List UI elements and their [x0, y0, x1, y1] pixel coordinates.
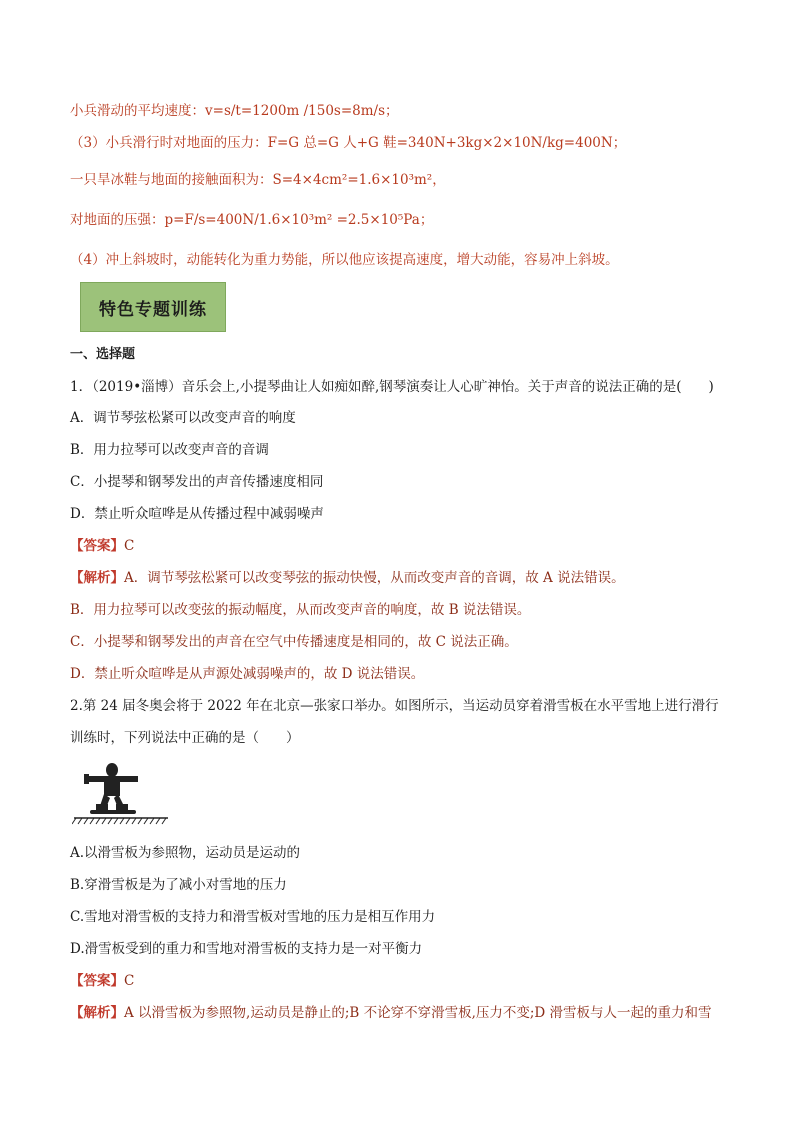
- solution-line-4: 对地面的压强：p=F/s=400N/1.6×10³m² =2.5×10⁵Pa；: [70, 212, 434, 228]
- question-1-analysis-c: C．小提琴和钢琴发出的声音在空气中传播速度是相同的，故 C 说法正确。: [70, 634, 518, 650]
- analysis-text: A．调节琴弦松紧可以改变琴弦的振动快慢，从而改变声音的音调，故 A 说法错误。: [124, 570, 625, 586]
- question-1-analysis-d: D．禁止听众喧哗是从声源处减弱噪声的，故 D 说法错误。: [70, 666, 425, 682]
- section-banner: 特色专题训练: [80, 282, 226, 332]
- question-1-option-c: C．小提琴和钢琴发出的声音传播速度相同: [70, 474, 324, 490]
- analysis-tag: 【解析】: [70, 1005, 124, 1021]
- answer-value: C: [124, 973, 135, 989]
- question-2-answer: [70, 971, 730, 991]
- question-1-answer: [70, 536, 730, 556]
- question-2-stem-line-2: 训练时，下列说法中正确的是（ ）: [70, 730, 300, 746]
- question-1-analysis-b: B．用力拉琴可以改变弦的振动幅度，从而改变声音的响度，故 B 说法错误。: [70, 602, 531, 618]
- solution-line-5: （4）冲上斜坡时，动能转化为重力势能，所以他应该提高速度，增大动能，容易冲上斜坡。: [70, 252, 619, 268]
- question-2-option-b: B.穿滑雪板是为了减小对雪地的压力: [70, 877, 287, 893]
- analysis-text: A 以滑雪板为参照物,运动员是静止的;B 不论穿不穿滑雪板,压力不变;D 滑雪板与人一起的重力和雪: [124, 1005, 712, 1021]
- solution-line-3: 一只旱冰鞋与地面的接触面积为：S=4×4cm²=1.6×10³m²，: [70, 172, 446, 188]
- skier-on-snowboard-icon: [72, 760, 172, 828]
- question-1-analysis-a: [70, 568, 730, 588]
- answer-value: C: [124, 538, 135, 554]
- question-1-option-b: B．用力拉琴可以改变声音的音调: [70, 442, 269, 458]
- question-2-option-c: C.雪地对滑雪板的支持力和滑雪板对雪地的压力是相互作用力: [70, 909, 436, 925]
- solution-line-2: （3）小兵滑行时对地面的压力：F=G 总=G 人+G 鞋=340N+3kg×2×10N/kg=400N；: [70, 135, 627, 151]
- question-2-stem-line-1: 2.第 24 届冬奥会将于 2022 年在北京—张家口举办。如图所示，当运动员穿着滑雪板在水平雪地上进行滑行: [70, 698, 719, 714]
- answer-tag: 【答案】: [70, 973, 124, 989]
- question-2-option-d: D.滑雪板受到的重力和雪地对滑雪板的支持力是一对平衡力: [70, 941, 423, 957]
- answer-tag: 【答案】: [70, 538, 124, 554]
- solution-line-1: 小兵滑动的平均速度：v=s/t=1200m /150s=8m/s；: [70, 103, 399, 119]
- section-title: 一、选择题: [70, 347, 136, 362]
- question-2-option-a: A.以滑雪板为参照物，运动员是运动的: [70, 845, 301, 861]
- analysis-tag: 【解析】: [70, 570, 124, 586]
- question-1-option-a: A．调节琴弦松紧可以改变声音的响度: [70, 410, 296, 426]
- question-1-option-d: D．禁止听众喧哗是从传播过程中减弱噪声: [70, 506, 324, 522]
- question-2-analysis: [70, 1003, 730, 1023]
- question-1-stem: 1．（2019•淄博）音乐会上,小提琴曲让人如痴如醉,钢琴演奏让人心旷神怡。关于声音的说法正确的是( ): [70, 379, 714, 395]
